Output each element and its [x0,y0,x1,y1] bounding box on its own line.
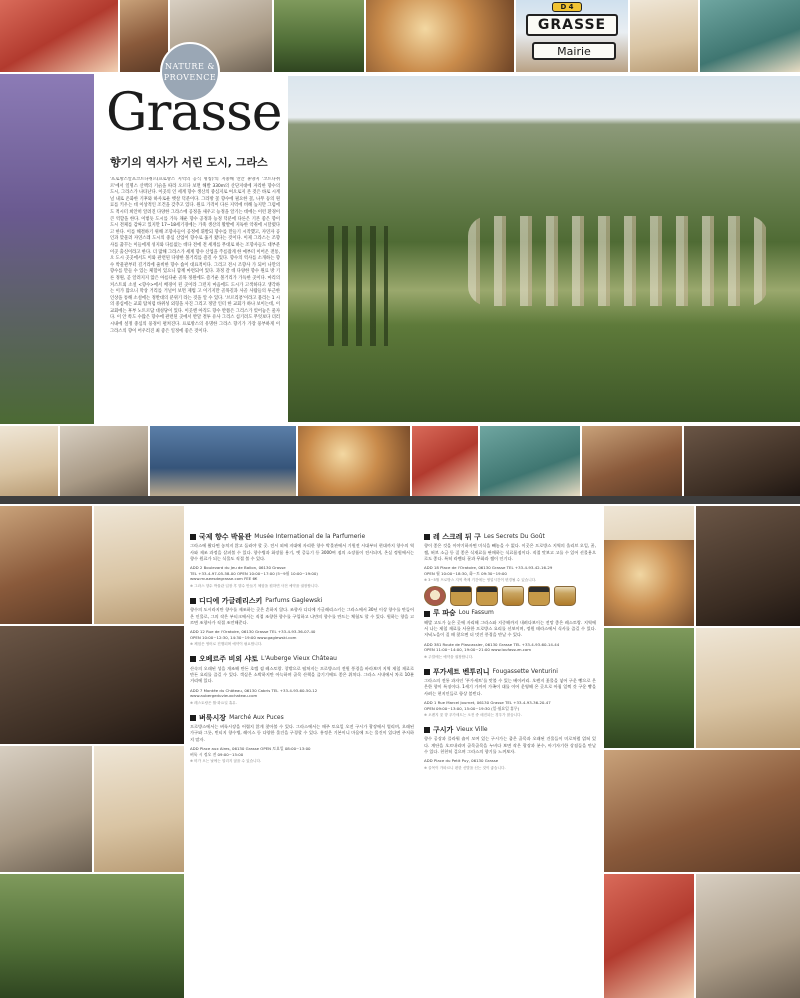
section-bullet-icon [190,598,196,604]
section-note: ※ 그라스 향수 박물관 입장 후 향수 만들기 체험을 원하면 사전 예약을 권장합니다. [190,583,319,588]
photo-old-town-alley [696,874,800,998]
photo-chateau-hotel [0,746,92,872]
section-gout [424,534,596,606]
section-body: 그라스의 전통 과자인 '푸가세트'를 맛볼 수 있는 베이커리. 오렌지 꽃물을 넣어 구운 빵으로 은은한 향이 특징이다. 1세기 가까이 가족이 대를 이어 운영해 온 곳으로 아침 일찍 갓 구운 빵을 사려는 현지인들로 항상 붐빈다. [424,678,596,696]
photo-plated-dish [696,628,800,748]
photo-spice-bowls [604,540,694,626]
photo-garden-terrace [604,628,694,748]
section-info: ADD Place du Petit Puy, 06130 Grasse [424,758,499,764]
jar-image [528,586,550,606]
section-body: 그라스에 왔다면 놓치지 않고 둘러야 할 곳. 전시 외에 지대에 자리한 향수 박물관에서 기원전 시대부터 현대까지 향수의 역사와 제조 과정을 살펴볼 수 있다. 향수병과 화장품 용기, 옛 증류기 등 3000여 점의 소장품이 전시되며, 온실 정원에서는 향수 원료가 되는 식물도 직접 볼 수 있다. [190,543,414,561]
photo-vegetable-crates [604,874,694,998]
photo-blue-flowers [150,426,296,496]
section-info: ADD 12 Rue de l'Oratoire, 06130 Grasse TEL +33-4-93-36-07-40 OPEN 10:00~12:30, 14:30~19:00 www.gaglewski.com [190,629,316,640]
section-bullet-icon [190,534,196,540]
column-middle [190,534,414,773]
section-body: 향수의 도시라지만 향수를 제조하는 곳은 흔하지 않다. 조향사 디디에 가글레리스키는 그라스에서 30년 이상 향수를 만들어온 인물로, 그의 작은 부티크에서는 직접 조향한 향수를 구입하고 나만의 향수를 만드는 체험도 할 수 있다. 원하는 향을 고르면 조향사가 직접 조언해준다. [190,607,414,625]
section-body: 해발 고도가 높은 곳에 자리해 그라스와 지중해까지 내려다보이는 전망 좋은 레스토랑. 지역에서 나는 제철 재료를 사용한 프로방스 요리를 선보이며, 정원 테라스에서 식사를 즐길 수 있다. 저녁노을이 질 때 찾으면 더 멋진 풍경을 만날 수 있다. [424,619,596,638]
section-info: ADD 7 Montée du Château, 06130 Cabris TEL +33-4-93-60-50-12 www.aubergeduvieuxchateau.com [190,687,318,699]
badge-line2: PROVENCE [163,73,217,82]
photo-flea-market [0,874,184,998]
photo-terrace-chairs [582,426,682,496]
mairie-sign [532,42,616,60]
section-vieuxville [424,727,596,771]
grasse-sign-text: GRASSE [537,17,607,33]
photo-candy-market [366,0,514,72]
section-bullet-icon [424,611,430,617]
intro-paragraph: '프로방스알프코트다쥐르(프로방스 지역의 공식 명칭)'의 지중해 연안 휴양지 '코트다쥐르'에서 일명스 산맥의 기슭을 따라 오르다 보면 해발 330m의 산단지대에 자리한 향수의 도시, 그라스가 나타난다. 이곳의 인 세계 향수 생산의 중심지로 여오로지 본 것은 바로 시계널 내로 온화한 기후와 하사로운 햇살 덕분이다. 그라방 꽃 향수에 필요한 꽃, 나무 등의 원료를 키우는 데 이상적인 조건을 갖추고 있다. 원료 가격이 다른 지역에 비해 높지만 그럼에도 적시터 희안히 알려진 다양한 그라스에 공정을 새우고 능정을 알기는 데에는 이런 환경이 큰 역할을 한다. 이렇듯 도시를 가득 채운 향수 공정과 능정 덕분에 다른은 기본 좋은 향이 도시 전체를 감싸고 있지만 17~18세기경에는 가죽 생산의 활발에 지독한 악취에 시달렸다고 한다. 이를 해결하기 위해 조향사들이 공정에 휘발되 향수를 만들기 시작했고, 자연자 공인과 맞물려 자연스레 도시의 중심 산업이 향수로 옮겨 왔다는 것이다. 이제 그라스는 조향사를 꿈꾸는 이들에게 성지와 다름없는 데다 전에 전 세계를 무대로 하는 조향사들도 대부분 이곳 출신이라고 한다. 더 많해 그라스가 세계 향수 산업을 주름잡게 한 예부터 이어온 전통, 오 도시 곳곳에서도 이와 관련된 다양한 볼거리를 즐길 수 있다. 향수의 역사를 소개하는 향수 박물관부터 길거리에 줄비한 향수 숍이 대표적이다. 그리고 전시 조향사 가 되어 나만의 향수를 만들 수 있는 체험이 있으니 함께 마련되어 있다. 과정 갈 데 다양한 향수 원료 방 기른 정원, 곧 알려지지 않은 아름다운 골목 정원에도 즐거운 볼거리가 가득한 곳이다. 마리의 커스트외 소설 <향수>에서 배경이 된 곳이라 그런지 마음에도 도시가 고색하다고 생각하는 이가 많으니 막상 거리를 거닐어 보면 제법 고 이기지만 골목길과 사골 사람들의 투근한 인상을 통해 소설에는 정반대의 분위기 라는 것을 알 수 있다. '브르리퐁'이라고 불리는 1 시의 중심에는 교회 탑처럼 바위성 외형을 사진 그리고 정말 인터 한 교회가 하나 보이는데, 이 교회에는 후부 노트르담 대성당이 있다. 이곳엔 아직도 향수 반쯤은 그리스가 빚어놓은 물자다. 이 안 쪽도 수많은 향수에 관련된 곳에서 반달 결투 유사 그리스 섬기려도 무엇보다 더러 시내에 설정 중심의 풍경이 펼쳐진다. 프로방스의 유명한 그라스 향기가 가장 풍부하게 이 그라스의 향이 어우러진 최 좋은 일정에 좋은 것이다. [110,177,280,334]
mairie-sign-text: Mairie [557,44,591,58]
section-title: 푸가세트 벤투리니 [433,667,490,676]
section-title-en: Vieux Ville [456,726,488,734]
section-body: 향이 좋은 것을 이야기하자면 미식을 빼놓을 수 없다. 이곳은 프로방스 지역의 올리브 오일, 꿀, 잼, 허브 소금 등 질 좋은 식재료를 판매하는 식료품점이다. 직접 맛보고 고를 수 있어 선물용으로도 좋다. 특히 라벤더 꿀과 무화과 잼이 인기다. [424,543,596,561]
jar-image [424,586,446,606]
photo-lamp-house [630,0,698,72]
section-museum [190,534,414,589]
section-bullet-icon [424,534,430,540]
page-divider [0,496,800,504]
section-info: ADD 18 Place de l'Oratoire, 06130 Grasse TEL +33-4-93-42-16-29 OPEN 월 10:00~18:30, 화~토 09:30~19:00 [424,565,553,576]
photo-strawberry-tart [412,426,478,496]
photo-town-view [274,0,364,72]
section-title-en: Marché Aux Puces [229,713,284,721]
section-note: ※ 골목이 가파르니 편한 신발을 신는 것이 좋습니다. [424,765,506,770]
section-info: ADD 1 Rue Marcel Journet, 06130 Grasse TEL +33-4-93-36-20-47 OPEN 09:00~13:00, 15:00~19:30 (일·월요일 휴무) [424,699,551,711]
photo-old-trunk [684,426,800,496]
section-bullet-icon [190,656,196,662]
section-fassum [424,610,596,659]
section-info: ADD 2 Boulevard du Jeu de Ballon, 06130 Grasse TEL +33-4-97-05-58-00 OPEN 10:00~17:00 (5~9월 10:00~19:00) www.museesdegrasse.com FEE 6€ [190,565,318,582]
photo-chalkboard-menu [696,506,800,626]
section-title: 루 파숨 [433,609,456,618]
section-note: ※ 레스토랑은 월·화요일 휴무. [190,700,237,705]
photo-blue-door [480,426,580,496]
photo-red-building [0,506,92,624]
section-market [190,715,414,764]
section-title-en: Les Secrets Du Goût [483,533,545,540]
section-body: 산속의 오래된 성을 개조해 만든 호텔 겸 레스토랑. 창밖으로 펼쳐지는 프로방스의 전원 풍경을 바라보며 지역 제철 재료로 만든 요리를 즐길 수 있다. 객실은 소박하지만 아늑하며 골목 산책을 즐기기에도 좋은 위치다. 그라스 시내에서 차로 10분 거리에 있다. [190,665,414,684]
section-title-en: Lou Fassum [458,609,494,617]
photo-mushrooms [298,426,410,496]
product-jars [424,586,596,606]
section-note: ※ 비가 오는 날에는 열리지 않을 수 있습니다. [190,759,262,764]
section-title: 벼룩시장 [199,713,227,722]
section-bullet-icon [190,715,196,721]
photo-perfume-boutique [0,626,184,744]
section-title-en: Fougassette Venturini [492,667,558,675]
photo-grasse-sign [516,0,628,72]
grasse-sign [526,14,618,36]
photo-window-flowers [700,0,800,72]
jar-image [476,586,498,606]
section-title-en: Musée International de la Parfumerie [254,533,366,540]
page-title: Grasse [106,83,282,143]
jar-image [502,586,524,606]
cypress-trees [328,226,388,346]
route-sign-text: D 4 [560,3,574,11]
photo-dining-room [94,746,184,872]
section-galimard [190,598,414,647]
section-title-en: Parfums Gaglewski [265,596,323,604]
jar-image [450,586,472,606]
photo-bakery-storefront [604,750,800,872]
section-title: 구시가 [433,726,454,735]
section-title: 레 스크레 뒤 구 [433,533,481,541]
section-chateau [190,656,414,705]
jar-image [554,586,576,606]
section-body: 향수 공장과 플라워 숍이 모여 있는 구시가는 좁은 골목과 오래된 건물들이 미로처럼 얽혀 있다. 계단을 오르내리며 골목골목을 누비다 보면 작은 광장과 분수, 아기자기한 상점들을 만날 수 있다. 천천히 걸으며 그라스의 향기를 느껴보자. [424,736,596,755]
section-title: 국제 향수 박물관 [199,533,252,541]
badge-line1: NATURE & [165,62,215,71]
section-title: 디디에 가글레리스키 [199,596,263,605]
photo-perfume-shelves [94,506,184,624]
photo-grasse-landscape [288,76,800,422]
section-note: ※ 체험은 영어로 진행되며 예약이 필요합니다. [190,642,263,647]
section-title: 오베르주 비외 샤토 [199,655,258,664]
section-title-en: L'Auberge Vieux Château [260,655,337,663]
section-bullet-icon [424,669,430,675]
page-subtitle: 향기의 역사가 서린 도시, 그라스 [110,156,268,169]
section-note: ※ 오렌지 꽃 향 푸가세트는 오전 중 매진되는 경우가 많습니다. [424,713,522,718]
section-fougassette [424,669,596,718]
photo-lavender [0,74,94,424]
section-note: ※ 3~5월 프로방스 지역 축제 기간에는 영업시간이 변경될 수 있습니다. [424,578,537,583]
photo-stone-stairs [60,426,148,496]
section-note: ※ 주말에는 예약을 권장합니다. [424,654,474,659]
column-right [424,534,596,780]
photo-shop-front [0,426,58,496]
route-sign [552,2,582,12]
photo-cafe-awning [0,0,118,72]
section-info: ADD Place aux Aires, 06130 Grasse OPEN 토요일 08:00~13:00 벼룩 시 정오 전 09:00~15:00 [190,745,311,757]
section-body: 프로방스에서는 벼룩시장을 어렵지 않게 찾아볼 수 있다. 그라스에서는 매주 토요일 오전 구시가 광장에서 열리며, 오래된 가구와 그릇, 빈티지 향수병, 레이스 등 다양한 물건을 구경할 수 있다. 흥정은 기본이니 마음에 드는 물건이 있다면 주저하지 말자. [190,724,414,742]
section-info: ADD 381 Route de Plascassier, 06130 Grasse TEL +33-4-93-60-14-44 OPEN 11:00~14:00, 19:00~21:00 www.loufassum.com [424,641,560,653]
section-bullet-icon [424,727,430,733]
village-houses [468,216,768,306]
